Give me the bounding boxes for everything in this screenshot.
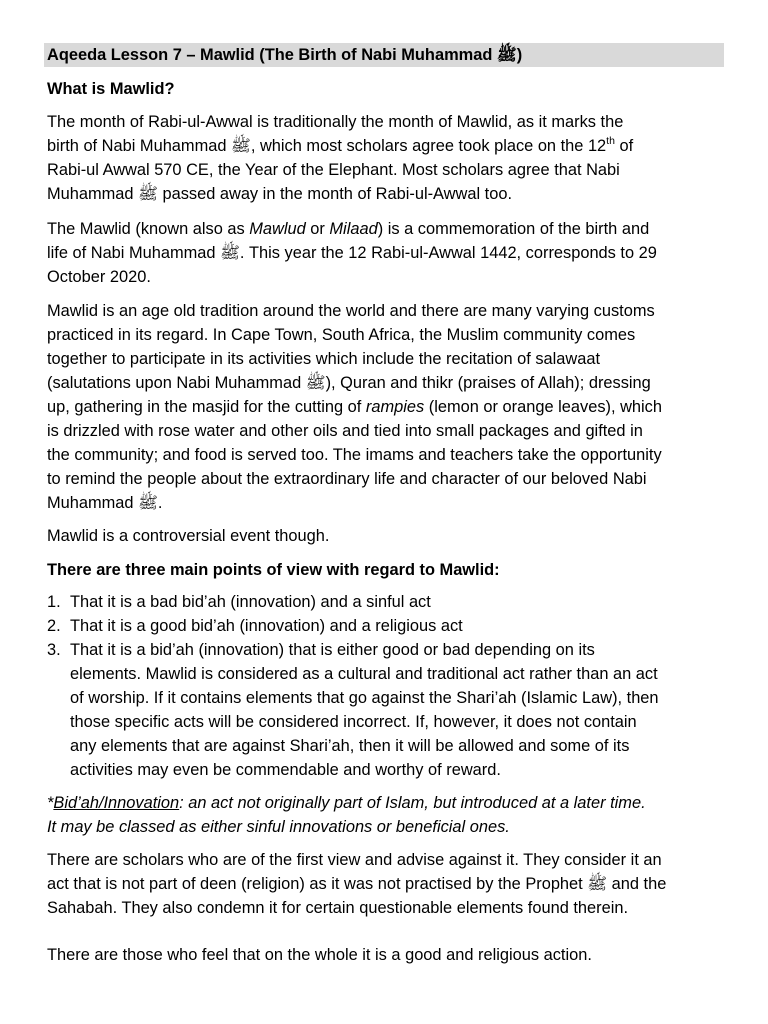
italic-term: Milaad xyxy=(329,220,378,238)
list-text: That it is a good bid’ah (innovation) and a religious act xyxy=(70,617,463,635)
list-text: any elements that are against Shari’ah, then it will be allowed and some of its xyxy=(70,737,630,755)
heading-what-is-mawlid: What is Mawlid? xyxy=(47,80,175,98)
text-line xyxy=(47,135,737,159)
list-text: of worship. If it contains elements that go against the Shari’ah (Islamic Law), then xyxy=(70,689,659,707)
text-line: Mawlid is an age old tradition around the world and there are many varying customs xyxy=(47,302,655,320)
text-line: The month of Rabi-ul-Awwal is traditionally the month of Mawlid, as it marks the xyxy=(47,113,624,131)
list-text: activities may even be commendable and worthy of reward. xyxy=(70,761,501,779)
text-line: Sahabah. They also condemn it for certain questionable elements found therein. xyxy=(47,899,629,917)
text-line: It may be classed as either sinful innovations or beneficial ones. xyxy=(47,818,510,836)
text-line xyxy=(47,396,737,420)
list-text: those specific acts will be considered incorrect. If, however, it does not contain xyxy=(70,713,637,731)
text-line: Muhammad ﷺ passed away in the month of Rabi-ul-Awwal too. xyxy=(47,185,513,203)
text-line: Rabi-ul Awwal 570 CE, the Year of the Elephant. Most scholars agree that Nabi xyxy=(47,161,620,179)
text-line: to remind the people about the extraordinary life and character of our beloved Nabi xyxy=(47,470,647,488)
text-span: up, gathering in the masjid for the cutting of xyxy=(47,398,366,416)
text-line: Muhammad ﷺ. xyxy=(47,494,163,512)
text-line: is drizzled with rose water and other oils and tied into small packages and gifted in xyxy=(47,422,643,440)
heading-points-of-view: There are three main points of view with regard to Mawlid: xyxy=(47,561,500,579)
list-text: That it is a bad bid’ah (innovation) and a sinful act xyxy=(70,593,431,611)
text-span: The Mawlid (known also as xyxy=(47,220,250,238)
superscript: th xyxy=(606,135,615,147)
text-line: practiced in its regard. In Cape Town, South Africa, the Muslim community comes xyxy=(47,326,636,344)
text-line xyxy=(47,792,737,816)
text-line: together to participate in its activities which include the recitation of salawaat xyxy=(47,350,601,368)
text-span: birth of Nabi Muhammad ﷺ, which most scholars agree took place on the 12 xyxy=(47,137,607,155)
text-line: (salutations upon Nabi Muhammad ﷺ), Quran and thikr (praises of Allah); dressing xyxy=(47,374,651,392)
text-span: or xyxy=(305,220,330,238)
italic-term: Mawlud xyxy=(249,220,306,238)
paragraph-second-view: There are those who feel that on the whole it is a good and religious action. xyxy=(47,946,592,964)
italic-term: rampies xyxy=(365,398,425,416)
text-line: There are scholars who are of the first view and advise against it. They consider it an xyxy=(47,851,662,869)
text-line: the community; and food is served too. The imams and teachers take the opportunity xyxy=(47,446,662,464)
list-number: 2. xyxy=(47,617,61,635)
text-line xyxy=(47,218,737,242)
text-line: October 2020. xyxy=(47,268,151,286)
text-line: life of Nabi Muhammad ﷺ. This year the 12 Rabi-ul-Awwal 1442, corresponds to 29 xyxy=(47,244,657,262)
text-span: : an act not originally part of Islam, but introduced at a later time. xyxy=(179,794,646,812)
list-text: That it is a bid’ah (innovation) that is either good or bad depending on its xyxy=(70,641,595,659)
paragraph-controversial: Mawlid is a controversial event though. xyxy=(47,527,330,545)
text-span: of xyxy=(614,137,634,155)
list-number: 1. xyxy=(47,593,61,611)
lesson-title: Aqeeda Lesson 7 – Mawlid (The Birth of Nabi Muhammad ﷺ) xyxy=(44,43,724,67)
list-text: elements. Mawlid is considered as a cultural and traditional act rather than an act xyxy=(70,665,658,683)
text-span: ) is a commemoration of the birth and xyxy=(377,220,650,238)
note-term: Bid’ah/Innovation xyxy=(53,794,180,812)
list-number: 3. xyxy=(47,641,61,659)
note-star: * xyxy=(47,794,54,812)
text-line: act that is not part of deen (religion) as it was not practised by the Prophet ﷺ and the xyxy=(47,875,667,893)
text-span: (lemon or orange leaves), which xyxy=(424,398,662,416)
